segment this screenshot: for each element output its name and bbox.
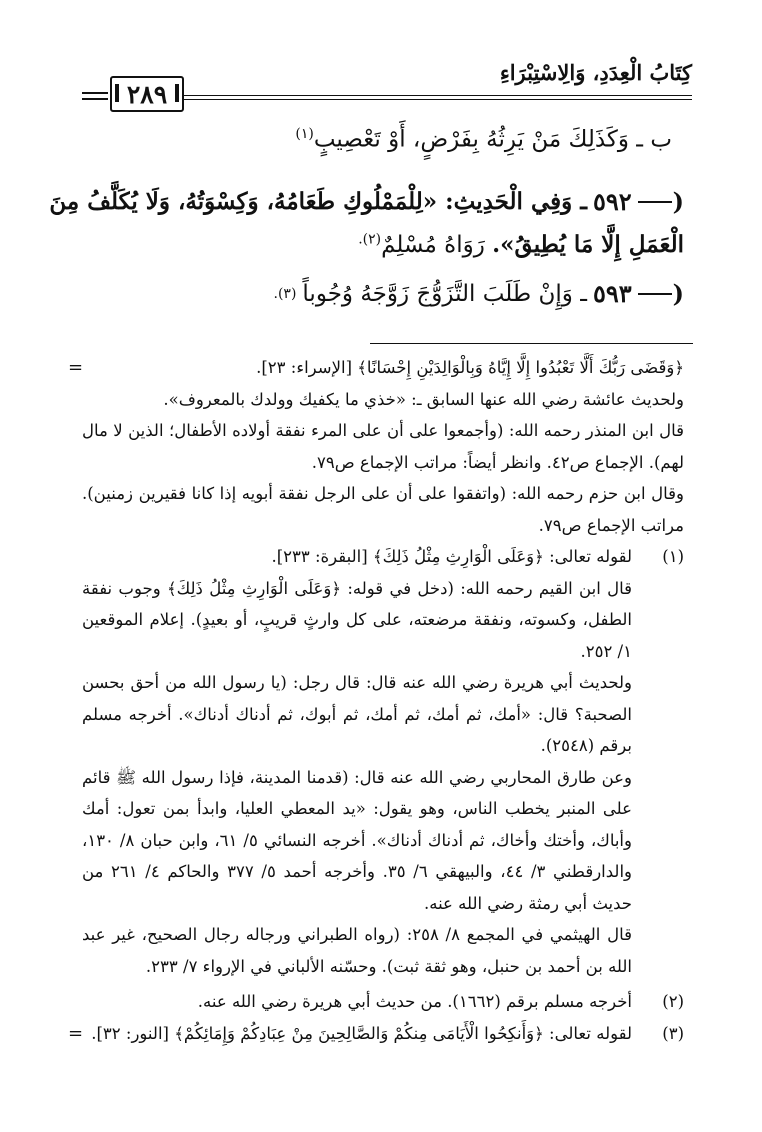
footnote-1 [82,541,684,982]
item-marker: ) [638,279,684,308]
footnote-ref: (١) [295,126,314,142]
header-dash [82,92,108,94]
matn-text: الْعَمَلِ إِلَّا مَا يُطِيقُ». [492,231,684,258]
matn-text: رَوَاهُ مُسْلِمٌ [381,232,485,258]
item-number: ٥٩٢ [592,187,632,216]
page-number: ٢٨٩ [126,79,168,109]
footnote-line: ﴿وَقَضَى رَبُّكَ أَلَّا تَعْبُدُوا إِلَّا إِيَّاهُ وَبِالْوَالِدَيْنِ إِحْسَانًا﴾ [الإسراء: ٢٣]. [256,358,684,377]
footnote-line: وقال ابن حزم رحمه الله: (واتفقوا على أن على الرجل نفقة أبويه إذا كانا فقيرين زمنين). مراتب الإجماع ص٧٩. [82,484,684,535]
matn-line-b [295,126,672,153]
footnote-line: قال ابن المنذر رحمه الله: (وأجمعوا على أن على المرء نفقة أولاده الأطفال؛ الذين لا مال لهم). الإجماع ص٤٢. وانظر أيضاً: مراتب الإجماع ص٧٩. [82,421,684,472]
footnote-line: لقوله تعالى: ﴿وَأَنكِحُوا الْأَيَامَى مِنكُمْ وَالصَّالِحِينَ مِنْ عِبَادِكُمْ وَإِمَائِكُمْ﴾ [النور: ٣٢]. [91,1023,632,1043]
footnote-2 [82,986,684,1018]
footnote-line: ولحديث عائشة رضي الله عنها السابق ـ: «خذي ما يكفيك وولدك بالمعروف». [163,389,684,409]
footnote-ref: (٣). [273,285,297,302]
item-592-line2 [358,231,684,258]
footnote-line: قال ابن القيم رحمه الله: (دخل في قوله: ﴿وَعَلَى الْوَارِثِ مِثْلُ ذَلِكَ﴾ وجوب نفقة الطفل، وكسوته، ونفقة مرضعته، على كل وارثٍ قريبٍ، أو بعيدٍ). إعلام الموقعين ١/ ٢٥٢. [82,578,632,661]
running-title: كِتَابُ الْعِدَدِ، وَالِاسْتِبْرَاءِ [499,60,692,85]
item-592 [49,187,684,216]
footnote-line: قال الهيثمي في المجمع ٨/ ٢٥٨: (رواه الطبراني ورجاله رجال الصحيح، غير عبد الله بن أحمد بن حنبل، وهو ثقة ثبت). وحسّنه الألباني في الإرواء ٧/ ٢٣٣. [82,925,632,976]
footnote-line: وعن طارق المحاربي رضي الله عنه قال: (قدمنا المدينة، فإذا رسول الله ﷺ قائم على المنبر يخطب الناس، وهو يقول: «يد المعطي العليا، وابدأ بمن تعول: أمك وأباك، وأختك وأخاك، ثم أدناك أدناك». أخرجه النسائي ٥/ ٦١، وابن حبان ٨/ ١٣٠، والدارقطني ٣/ ٤٤، والبيهقي ٦/ ٣٥. وأخرجه أحمد ٥/ ٣٧٧ والحاكم ٤/ ٢٦١ من حديث أبي رمثة رضي الله عنه. [82,767,632,913]
footnote-3 [68,1018,684,1050]
footnote-line: لقوله تعالى: ﴿وَعَلَى الْوَارِثِ مِثْلُ ذَلِكَ﴾ [البقرة: ٢٣٣]. [271,547,632,566]
footnote-continuation [82,352,684,541]
footnote-marker: (٢) [662,992,684,1011]
continuation-mark: = [68,357,84,378]
header-rule [182,99,692,100]
matn-text: ـ وَإِنْ طَلَبَ التَّزَوُّجَ زَوَّجَهُ وُجُوباً [302,280,587,307]
page-header [82,60,692,108]
page-number-box [110,76,184,112]
matn-text: ـ وَفِي الْحَدِيثِ: «لِلْمَمْلُوكِ طَعَامُهُ، وَكِسْوَتُهُ، وَلَا يُكَلَّفُ مِنَ [49,188,587,215]
item-number: ٥٩٣ [592,279,632,308]
item-marker: ) [638,187,684,216]
footnote-line: أخرجه مسلم برقم (١٦٦٢). من حديث أبي هريرة رضي الله عنه. [197,992,632,1011]
header-dash [82,98,108,100]
header-rule [182,95,692,96]
footnotes [68,352,684,1049]
footnote-line: ولحديث أبي هريرة رضي الله عنه قال: قال رجل: (يا رسول الله من أحق بحسن الصحبة؟ قال: «أمك، ثم أمك، ثم أمك، ثم أبوك، ثم أدناك أدناك». أخرجه مسلم برقم (٢٥٤٨). [82,673,632,755]
footnote-marker: (٣) [662,1023,684,1043]
footnote-marker: (١) [662,547,684,566]
footnote-ref: (٢). [358,231,382,248]
matn-text: ب ـ وَكَذَلِكَ مَنْ يَرِثُهُ بِفَرْضٍ، أَوْ تَعْصِيبٍ [313,126,672,153]
continuation-mark: = [68,1022,84,1044]
footnote-separator [370,343,693,344]
item-593 [274,279,685,308]
